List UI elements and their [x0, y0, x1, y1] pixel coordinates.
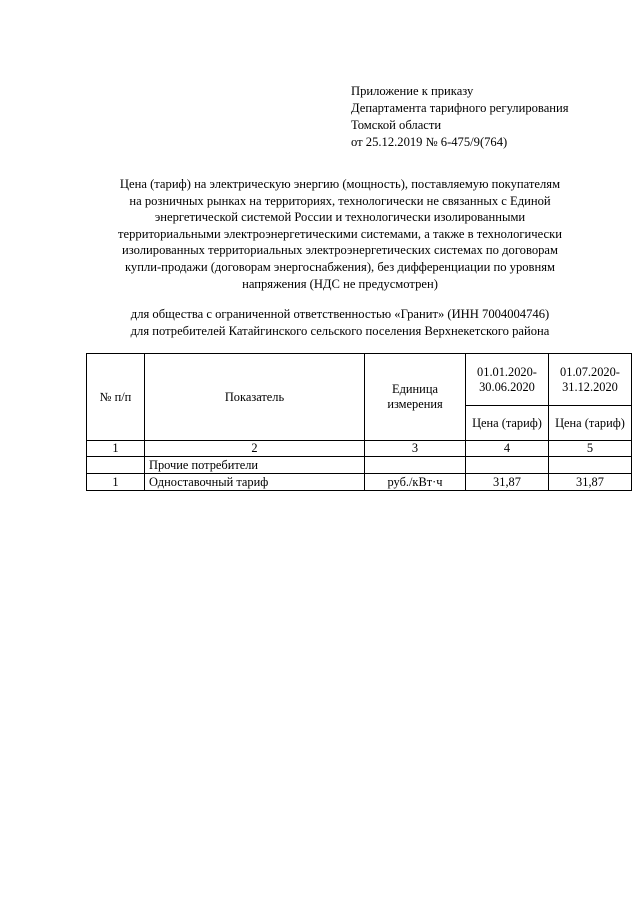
header-period-2: 01.07.2020-31.12.2020 [549, 354, 632, 406]
title-line: энергетической системой России и технологически изолированными [154, 210, 526, 225]
title-line: на розничных рынках на территориях, технологически не связанных с Единой [129, 193, 551, 208]
group-value-cell-2 [549, 457, 632, 474]
appendix-block [351, 83, 569, 151]
document-title [70, 176, 610, 292]
appendix-line: Приложение к приказу [351, 84, 474, 98]
group-row [87, 457, 632, 474]
column-number: 5 [549, 441, 632, 457]
title-line: напряжения (НДС не предусмотрен) [242, 276, 438, 291]
header-unit: Единица измерения [365, 354, 466, 441]
title-line: Цена (тариф) на электрическую энергию (мощность), поставляемую покупателям [119, 177, 561, 191]
column-number-row [87, 441, 632, 457]
row-value-2: 31,87 [549, 474, 632, 491]
title-line: изолированных территориальных электроэнергетических системах по договорам [121, 243, 558, 258]
row-unit: руб./кВт·ч [365, 474, 466, 491]
group-value-cell-1 [466, 457, 549, 474]
group-label: Прочие потребители [145, 457, 365, 474]
header-indicator: Показатель [145, 354, 365, 441]
appendix-line: Департамента тарифного регулирования [351, 101, 569, 115]
column-number: 3 [365, 441, 466, 457]
tariff-table [86, 353, 632, 491]
header-period-1: 01.01.2020-30.06.2020 [466, 354, 549, 406]
column-number: 1 [87, 441, 145, 457]
subject-line: для общества с ограниченной ответственностью «Гранит» (ИНН 7004004746) [130, 307, 550, 321]
subject-block [70, 306, 610, 340]
header-price-2: Цена (тариф) [549, 406, 632, 441]
subject-line: для потребителей Катайгинского сельского поселения Верхнекетского района [130, 324, 550, 338]
table-header-row [87, 354, 632, 406]
title-line: купли-продажи (договорам энергоснабжения), без дифференциации по уровням [124, 259, 556, 274]
header-num: № п/п [87, 354, 145, 441]
row-indicator: Одноставочный тариф [145, 474, 365, 491]
appendix-line: от 25.12.2019 № 6-475/9(764) [351, 135, 508, 149]
row-value-1: 31,87 [466, 474, 549, 491]
row-num: 1 [87, 474, 145, 491]
header-price-1: Цена (тариф) [466, 406, 549, 441]
appendix-line: Томской области [351, 118, 442, 132]
group-num-cell [87, 457, 145, 474]
table-row [87, 474, 632, 491]
column-number: 4 [466, 441, 549, 457]
title-line: территориальными электроэнергетическими системами, а также в технологически [118, 226, 562, 241]
group-unit-cell [365, 457, 466, 474]
column-number: 2 [145, 441, 365, 457]
